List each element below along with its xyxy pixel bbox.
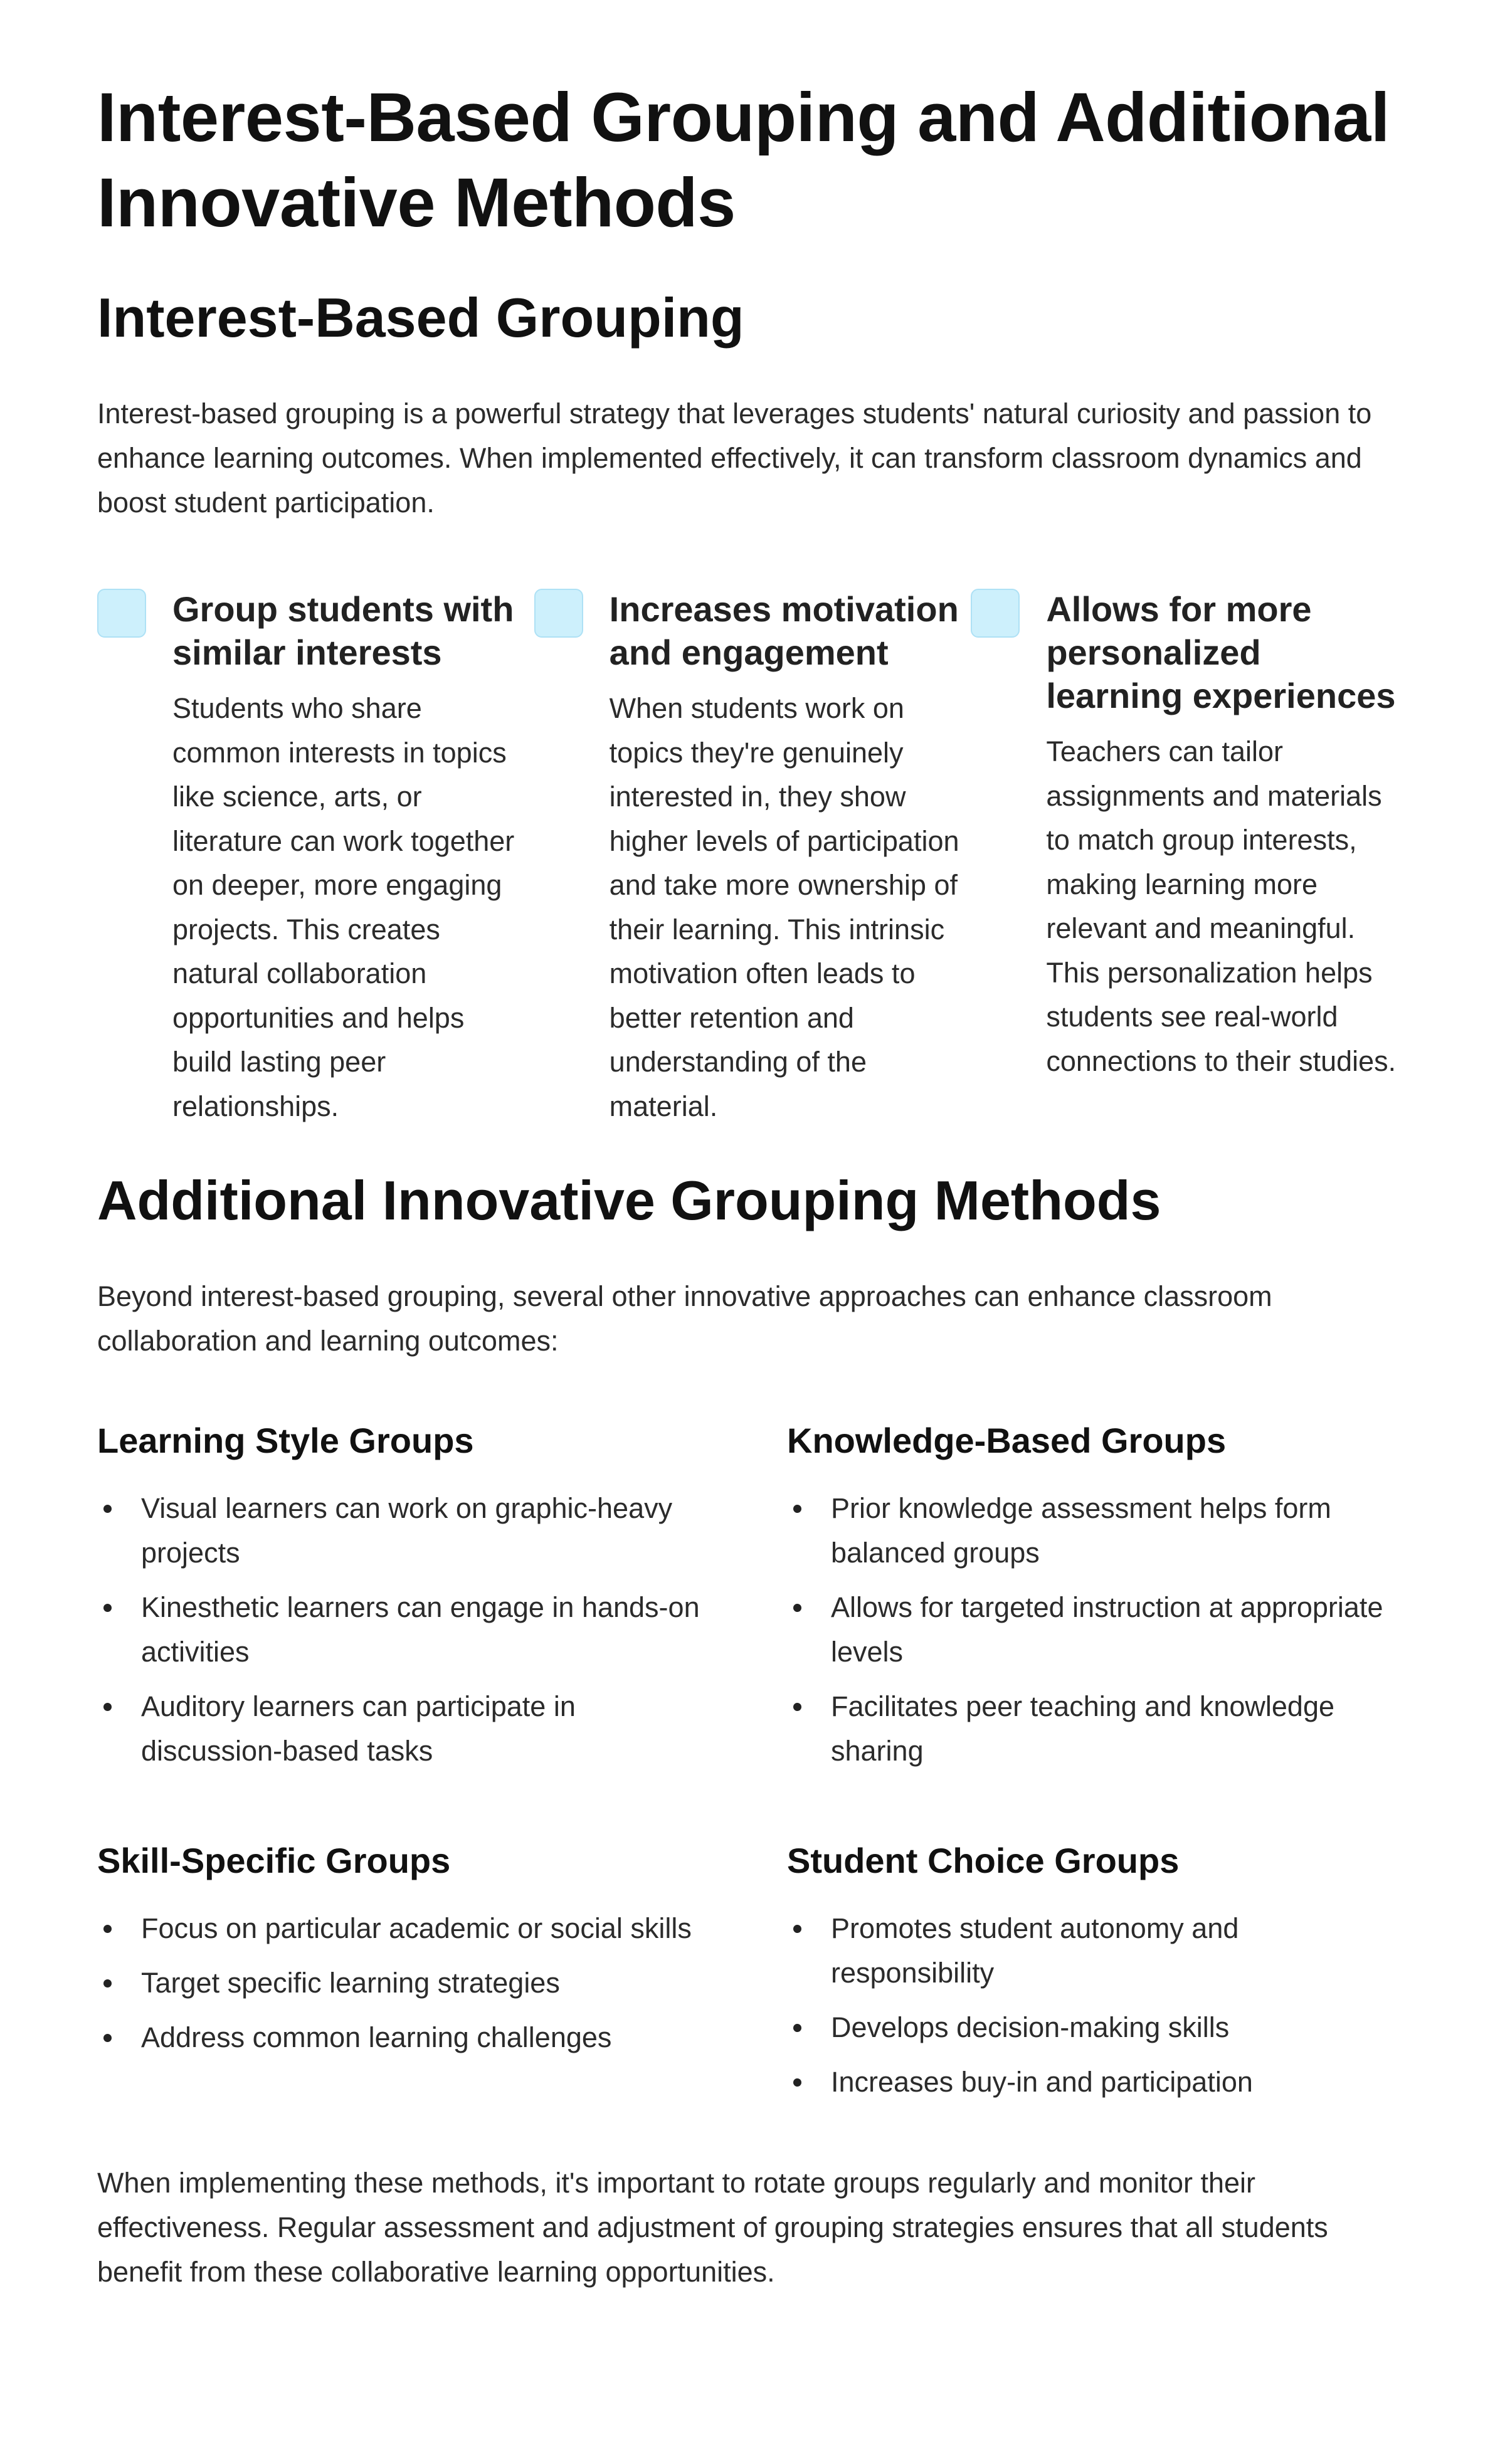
- interest-section-intro: Interest-based grouping is a powerful strategy that leverages students' natural curiosity and passion to enhance learning outcomes. When implemented effectively, it can transform classroom dynamics and boost student participation.: [97, 398, 1372, 519]
- method-learning-style: [97, 1419, 787, 1783]
- list-item: Facilitates peer teaching and knowledge sharing: [787, 1684, 1395, 1773]
- page-title: Interest-Based Grouping and Additional Innovative Methods: [97, 79, 1390, 241]
- list-item: Prior knowledge assessment helps form balanced groups: [787, 1486, 1395, 1575]
- feature-text: Students who share common interests in topics like science, arts, or literature can work together on deeper, more engaging projects. This creates natural collaboration opportunities and helps build lasting peer relationships.: [172, 692, 515, 1122]
- feature-card: [97, 587, 534, 1129]
- feature-body: [1046, 587, 1397, 1083]
- list-item: Promotes student autonomy and responsibility: [787, 1906, 1395, 1995]
- list-item: Visual learners can work on graphic-heavy projects: [97, 1486, 705, 1575]
- additional-section-heading: Additional Innovative Grouping Methods: [97, 1169, 1161, 1231]
- method-student-choice: [787, 1840, 1408, 2114]
- list-item: Kinesthetic learners can engage in hands-on activities: [97, 1585, 705, 1674]
- list-item: Auditory learners can participate in discussion-based tasks: [97, 1684, 705, 1773]
- interest-section-heading: Interest-Based Grouping: [97, 287, 744, 349]
- method-title: Skill-Specific Groups: [97, 1841, 451, 1880]
- feature-body: [610, 587, 961, 1129]
- feature-square-icon: [971, 589, 1020, 638]
- feature-card: [971, 587, 1408, 1129]
- feature-body: [172, 587, 524, 1129]
- feature-title: Increases motivation and engagement: [609, 589, 959, 672]
- list-item: Focus on particular academic or social skills: [97, 1906, 705, 1951]
- method-list: [787, 1906, 1408, 2104]
- list-item: Increases buy-in and participation: [787, 2060, 1395, 2104]
- feature-square-icon: [534, 589, 583, 638]
- additional-section-intro: Beyond interest-based grouping, several other innovative approaches can enhance classroom collaboration and learning outcomes:: [97, 1280, 1272, 1357]
- method-skill-specific: [97, 1840, 787, 2114]
- feature-text: When students work on topics they're genuinely interested in, they show higher levels of participation and take more ownership of their learning. This intrinsic motivation often leads to better retention and understanding of the material.: [609, 692, 959, 1122]
- feature-card: [534, 587, 971, 1129]
- method-title: Learning Style Groups: [97, 1421, 474, 1460]
- method-title: Knowledge-Based Groups: [787, 1421, 1227, 1460]
- feature-square-icon: [97, 589, 146, 638]
- methods-grid: [97, 1419, 1408, 2114]
- list-item: Develops decision-making skills: [787, 2005, 1395, 2050]
- feature-text: Teachers can tailor assignments and materials to match group interests, making learning more relevant and meaningful. This personalization helps students see real-world connections to their studies.: [1046, 735, 1397, 1077]
- method-list: [97, 1906, 787, 2060]
- method-title: Student Choice Groups: [787, 1841, 1180, 1880]
- list-item: Address common learning challenges: [97, 2015, 705, 2060]
- list-item: Target specific learning strategies: [97, 1961, 705, 2005]
- method-list: [97, 1486, 787, 1773]
- feature-list: [97, 587, 1408, 1129]
- feature-title: Allows for more personalized learning experiences: [1046, 589, 1396, 715]
- method-knowledge-based: [787, 1419, 1408, 1783]
- feature-title: Group students with similar interests: [172, 589, 514, 672]
- closing-paragraph: When implementing these methods, it's important to rotate groups regularly and monitor their effectiveness. Regular assessment and adjustment of grouping strategies ensures that all students benefit from these collaborative learning opportunities.: [97, 2167, 1328, 2288]
- list-item: Allows for targeted instruction at appropriate levels: [787, 1585, 1395, 1674]
- method-list: [787, 1486, 1408, 1773]
